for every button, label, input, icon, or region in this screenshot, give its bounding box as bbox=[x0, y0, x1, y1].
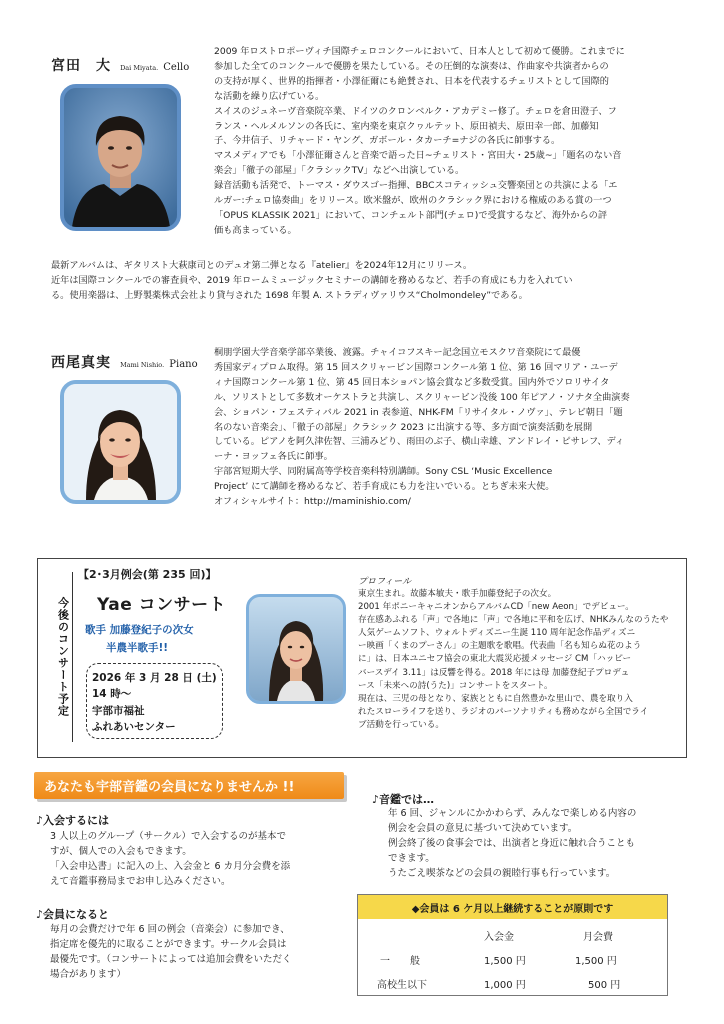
profile-heading: プロフィール bbox=[358, 577, 412, 587]
bio-line: 価も高まっている。 bbox=[214, 224, 297, 236]
fee-row-label: 高校生以下 bbox=[377, 980, 427, 991]
artist2-bio bbox=[214, 346, 630, 510]
concert-date: 2026 年 3 月 28 日 (土) bbox=[92, 672, 217, 684]
bio-line: 名のない音楽会」、「徹子の部屋」クラシック 2023 に出演する等、多方面で演奏活動を展開 bbox=[214, 421, 593, 433]
artist1-name-en: Dai Miyata. bbox=[120, 64, 159, 72]
artist1-bio bbox=[214, 45, 625, 239]
bio-line: している。ピアノを阿久津佐智、三浦みどり、雨田のぶ子、横山幸雄、アンドレイ・ピサレフ、ディ bbox=[214, 436, 625, 448]
fee-row-entry: 1,500 円 bbox=[484, 956, 526, 967]
concert-venue-2: ふれあいセンター bbox=[92, 721, 176, 733]
fee-header-entry: 入会金 bbox=[484, 932, 514, 943]
about-line: 例会終了後の食事会では、出演者と身近に触れ合うことも bbox=[388, 838, 636, 849]
member-line: 指定席を優先的に取ることができます。サークル会員は bbox=[50, 939, 287, 950]
profile-line: ブ活動を行っている。 bbox=[358, 719, 444, 730]
concert-subtitle-2: 半農半歌手!! bbox=[106, 642, 169, 654]
bio-line: 会、ショパン・フェスティバル 2021 in 表参道、NHK-FM「リサイタル・ノヴァ」、テレビ朝日「題 bbox=[214, 406, 623, 418]
bio-line: 宇部宮短期大学、同附属高等学校音楽科特別講師。Sony CSL ‘Music Excellence bbox=[214, 466, 553, 478]
artist1-instrument: Cello bbox=[163, 62, 190, 73]
bio-line: 2009 年ロストロポーヴィチ国際チェロコンクールにおいて、日本人として初めて優勝。これまでに bbox=[214, 46, 625, 57]
bio-line: ル、ソリストとして多数オーケストラと共演し、スクリャービン没後 100 年ピアノ・ソナタ全曲演奏 bbox=[214, 391, 630, 403]
bio-line: Project’ にて講師を務めるなど、若手育成にも力を注いでいる。とちぎ未来大使。 bbox=[214, 481, 555, 493]
bio-line: ーナ・ヨッフェ各氏に師事。 bbox=[214, 451, 333, 463]
bio-line: オフィシャルサイト：http://maminishio.com/ bbox=[214, 496, 411, 508]
bio-line: 近年は国際コンクールでの審査員や、2019 年ロームミュージックセミナーの講師を務めるなど、若手の育成にも力を入れてい bbox=[51, 274, 573, 286]
fee-rule-bar bbox=[358, 895, 667, 919]
bio-line: ランス・ヘルメルソンの各氏に、室内楽を東京クヮルテット、原田禎夫、原田幸一郎、加藤知 bbox=[214, 120, 599, 132]
bio-line: ィナ国際コンクール第 1 位、第 45 回日本ショパン協会賞など多数受賞。国内外でソロリサイタ bbox=[214, 376, 610, 388]
profile-line: 現在は、三児の母となり、家族とともに自然豊かな里山で、農を取り入 bbox=[358, 693, 633, 704]
artist2-instrument: Piano bbox=[169, 359, 198, 370]
artist1-photo bbox=[60, 84, 181, 231]
profile-line: 東京生まれ。故藤本敏夫・歌手加藤登紀子の次女。 bbox=[358, 589, 557, 599]
cellist-portrait-image bbox=[64, 88, 177, 227]
profile-line: 人気ゲームソフト、ウォルトディズニー生誕 110 周年記念作品ディズニ bbox=[358, 628, 636, 639]
singer-photo bbox=[246, 594, 346, 704]
profile-line: 2001 年ポニーキャニオンからアルバムCD「new Aeon」でデビュー。 bbox=[358, 602, 634, 613]
fee-header-monthly: 月会費 bbox=[583, 932, 613, 943]
about-line: うたごえ喫茶などの会員の親睦行事も行っています。 bbox=[388, 868, 616, 879]
membership-banner: あなたも宇部音鑑の会員になりませんか !! bbox=[34, 772, 344, 799]
concert-venue-1: 宇部市福祉 bbox=[92, 705, 145, 717]
singer-profile bbox=[358, 588, 668, 732]
join-line: すが、個人での入会もできます。 bbox=[50, 846, 192, 857]
bio-line: 最新アルバムは、ギタリスト大萩康司とのデュオ第二弾となる『atelier』を2024年12月にリリース。 bbox=[51, 260, 473, 271]
bio-line: 「OPUS KLASSIK 2021」において、コンチェルト部門(チェロ)で受賞するなど、海外からの評 bbox=[214, 209, 608, 221]
member-line: 場合があります） bbox=[50, 969, 127, 980]
member-line: 最優先です。（コンサートによっては追加会費をいただく bbox=[50, 954, 292, 965]
bio-line: スイスのジュネーヴ音楽院卒業、ドイツのクロンベルク・アカデミー修了。チェロを倉田澄子、フ bbox=[214, 105, 617, 117]
member-benefits-heading: ♪会員になると bbox=[36, 908, 110, 921]
bio-line: な活動を繰り広げている。 bbox=[214, 90, 325, 102]
singer-portrait-image bbox=[249, 597, 343, 701]
about-line: 年 6 回、ジャンルにかかわらず、みんなで楽しめる内容の bbox=[388, 808, 637, 819]
concert-session: 【2･3月例会(第 235 回)】 bbox=[78, 568, 217, 581]
pianist-portrait-image bbox=[64, 384, 177, 500]
concert-subtitle-1: 歌手 加藤登紀子の次女 bbox=[85, 624, 194, 636]
artist2-photo bbox=[60, 380, 181, 504]
profile-line: 存在感あふれる「声」で各地に「声」で各地に平和を広げ、NHKみんなのうたや bbox=[358, 615, 669, 626]
fee-row-entry: 1,000 円 bbox=[484, 980, 526, 991]
bio-line: 桐朋学園大学音楽学部卒業後、渡露。チャイコフスキー記念国立モスクワ音楽院にて最優 bbox=[214, 347, 581, 358]
bio-line: る。使用楽器は、上野製薬株式会社より貸与された 1698 年製 A. ストラディヴァリウス“Cholmondeley”である。 bbox=[51, 289, 528, 301]
join-text bbox=[50, 829, 290, 889]
fee-row-monthly: 500 円 bbox=[588, 980, 621, 991]
bio-line: の支持が厚く、世界的指揮者・小澤征爾にも絶賛され、日本を代表するチェリストとして国際的 bbox=[214, 75, 609, 87]
bio-line: 子、今井信子、リチャード・ヤング、ガボール・タカーチ=ナジの各氏に師事する。 bbox=[214, 135, 561, 147]
about-line: できます。 bbox=[388, 853, 435, 864]
profile-line: バースデイ 3.11」は反響を得る。2018 年には母 加藤登紀子プロデュ bbox=[358, 667, 630, 678]
profile-line: れたスローライフを送り、ラジオのパーソナリティも務めながら全国でライ bbox=[358, 706, 649, 717]
bio-line: ルガー:チェロ協奏曲」をリリース。欧米盤が、欧州のクラシック界における権威のある賞の一つ bbox=[214, 195, 612, 207]
bio-line: 楽会」「徹子の部屋」「クラシックTV」などへ出演している。 bbox=[214, 165, 465, 177]
profile-line: に」は、日本ユニセフ協会の東北大震災応援メッセージ CM「ハッピー bbox=[358, 654, 632, 665]
bio-line: マスメディアでも「小澤征爾さんと音楽で語った日~チェリスト・宮田大・25歳~」「題名のない音 bbox=[214, 150, 622, 162]
artist1-bio-full bbox=[51, 259, 573, 304]
fee-row-label: 一 般 bbox=[380, 956, 420, 967]
about-line: 例会を会員の意見に基づいて決めています。 bbox=[388, 823, 578, 834]
profile-line: ース「未来への詩(うた)」コンサートをスタート。 bbox=[358, 680, 553, 691]
member-benefits-text bbox=[50, 922, 292, 982]
join-line: えて音鑑事務局までお申し込みください。 bbox=[50, 876, 231, 887]
join-heading: ♪入会するには bbox=[36, 814, 110, 827]
profile-line: ー映画「くまのプーさん」の主題歌を歌唱。代表曲「名も知らぬ花のよう bbox=[358, 641, 642, 652]
join-line: 「入会申込書」に記入の上、入会金と 6 カ月分会費を添 bbox=[50, 861, 291, 872]
about-heading: ♪音鑑では… bbox=[372, 793, 435, 806]
concert-time: 14 時〜 bbox=[92, 688, 132, 700]
fee-row-monthly: 1,500 円 bbox=[575, 956, 617, 967]
upcoming-concerts-label: 今後のコンサート予定 bbox=[53, 572, 73, 742]
artist2-name-en: Mami Nishio. bbox=[120, 361, 165, 369]
bio-line: 参加した全てのコンクールで優勝を果たしている。その圧倒的な演奏は、作曲家や共演者からの bbox=[214, 60, 609, 72]
artist2-name-block bbox=[51, 352, 198, 372]
about-text bbox=[388, 806, 636, 881]
join-line: 3 人以上のグループ（サークル）で入会するのが基本で bbox=[50, 831, 287, 842]
artist1-name-block bbox=[51, 55, 189, 75]
artist2-name-jp: 西尾真実 bbox=[51, 355, 111, 371]
bio-line: 録音活動も活発で、トーマス・ダウスゴー指揮、BBCスコティッシュ交響楽団との共演による「エ bbox=[214, 180, 618, 192]
member-line: 毎月の会費だけで年 6 回の例会（音楽会）に参加でき、 bbox=[50, 924, 290, 935]
fee-rule: ◆会員は 6 ケ月以上継続することが原則です bbox=[411, 903, 614, 915]
artist1-name-jp: 宮田 大 bbox=[51, 58, 111, 74]
bio-line: 秀国家ディプロム取得。第 15 回スクリャービン国際コンクール第 1 位、第 16 回マリア・ユーデ bbox=[214, 361, 618, 373]
concert-title: Yae コンサート bbox=[97, 595, 227, 615]
